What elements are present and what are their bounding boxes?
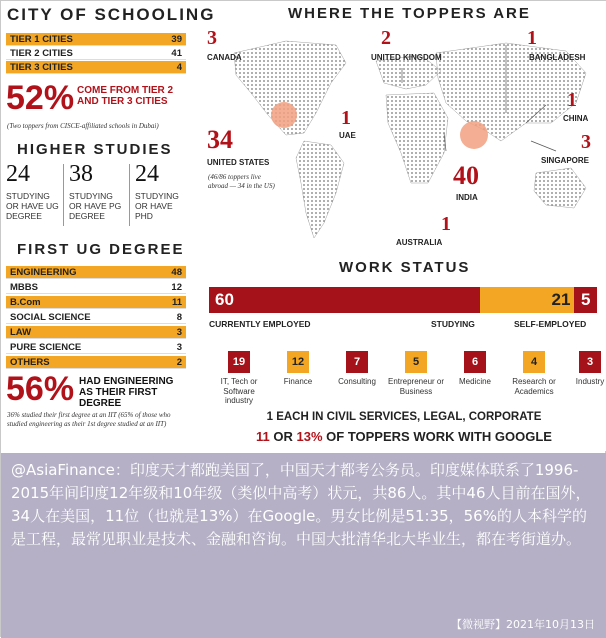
work-status-bar	[209, 287, 597, 313]
higher-studies-heading: HIGHER STUDIES	[17, 141, 173, 158]
self-employed-segment	[574, 287, 597, 313]
map-heading: WHERE THE TOPPERS ARE	[288, 5, 531, 22]
divider	[129, 164, 130, 226]
phd-count: 24	[135, 161, 159, 187]
studying-count: 21	[551, 290, 571, 309]
sector-label: Entrepreneur or Business	[387, 377, 445, 396]
uae-label: UAE	[339, 131, 356, 140]
phd-label: STUDYING OR HAVE PHD	[135, 191, 179, 221]
sector-label: Consulting	[338, 377, 376, 386]
credit-line: 【微视野】2021年10月13日	[1, 615, 606, 638]
self-employed-label: SELF-EMPLOYED	[514, 319, 587, 329]
degree-row	[6, 341, 186, 354]
toppers-infographic	[1, 1, 606, 451]
schooling-row	[6, 33, 186, 46]
ug-pct: 56%	[6, 370, 75, 408]
china-count: 1	[567, 89, 577, 111]
caption-text: @AsiaFinance：印度天才都跑美国了，中国天才都考公务员。印度媒体联系了1996-2015年间印度12年级和10年级（类似中高考）状元，共86人。其中46人目前在国外，34人在美国，11位（也就是13%）在Google。男女比例是51:35，56%的人本科学的是工程，最常见职业是技术、金融和咨询。中国大批清华北大毕业生，都在考街道办。	[11, 461, 591, 548]
india-marker	[460, 121, 488, 149]
india-count: 40	[453, 161, 479, 190]
uk-count: 2	[381, 27, 391, 49]
ug-note: 36% studied their first degree at an IIT (65% of those who studied engineering as their 1st degree studied at an IIT)	[7, 411, 171, 428]
employed-segment	[209, 287, 480, 313]
row-value: 3	[176, 341, 182, 353]
uk-label: UNITED KINGDOM	[371, 53, 442, 62]
studying-label: STUDYING	[431, 319, 475, 329]
self-employed-count: 5	[580, 290, 591, 309]
degree-row	[6, 281, 186, 294]
google-pct: 13%	[296, 429, 323, 444]
row-label: LAW	[10, 326, 32, 338]
us-note: (46/86 toppers live abroad — 34 in the US)	[208, 173, 275, 190]
degree-row	[6, 311, 186, 324]
sector-count: 5	[405, 351, 427, 373]
sector-label: Medicine	[458, 377, 491, 386]
sector-count: 7	[346, 351, 368, 373]
australia-label: AUSTRALIA	[396, 238, 443, 247]
row-label: TIER 2 CITIES	[10, 47, 73, 59]
row-value: 2	[176, 356, 182, 368]
google-or: OR	[273, 429, 293, 444]
row-label: SOCIAL SCIENCE	[10, 311, 91, 323]
ug-pct-text: HAD ENGINEERING AS THEIR FIRST DEGREE	[79, 376, 174, 409]
schooling-row	[6, 47, 186, 60]
pg-count: 38	[69, 161, 93, 187]
row-value: 11	[171, 296, 182, 308]
sector-label: Finance	[283, 377, 313, 386]
row-value: 3	[176, 326, 182, 338]
ug-degree-heading: FIRST UG DEGREE	[17, 241, 185, 258]
sector-label: IT, Tech or Software industry	[220, 377, 258, 405]
us-marker	[271, 102, 297, 128]
schooling-row	[6, 61, 186, 74]
degree-row	[6, 296, 186, 309]
schooling-pct-text: COME FROM TIER 2 AND TIER 3 CITIES	[77, 85, 174, 107]
studying-segment	[480, 287, 575, 313]
employed-label: CURRENTLY EMPLOYED	[209, 319, 311, 329]
row-label: B.Com	[10, 296, 41, 308]
sector-count: 19	[228, 351, 250, 373]
india-label: INDIA	[456, 193, 478, 202]
singapore-label: SINGAPORE	[541, 156, 590, 165]
china-label: CHINA	[563, 114, 589, 123]
sector-count: 12	[287, 351, 309, 373]
schooling-pct: 52%	[6, 79, 75, 117]
schooling-heading: CITY OF SCHOOLING	[7, 5, 216, 24]
sector-count: 3	[579, 351, 601, 373]
ug-label: STUDYING OR HAVE UG DEGREE	[6, 191, 59, 221]
bangladesh-count: 1	[527, 27, 537, 49]
row-value: 41	[171, 47, 182, 59]
caption-panel	[1, 453, 606, 615]
row-value: 39	[171, 33, 182, 45]
work-heading: WORK STATUS	[339, 259, 471, 276]
pg-label: STUDYING OR HAVE PG DEGREE	[69, 191, 122, 221]
sector-label: Research or Academics	[512, 377, 556, 396]
google-text: OF TOPPERS WORK WITH GOOGLE	[326, 429, 552, 444]
uae-count: 1	[341, 107, 351, 129]
degree-row	[6, 266, 186, 279]
row-value: 48	[171, 266, 182, 278]
degree-row	[6, 356, 186, 369]
civil-services-line: 1 EACH IN CIVIL SERVICES, LEGAL, CORPORATE	[266, 411, 542, 423]
ug-count: 24	[6, 161, 30, 187]
sector-label: Industry	[575, 377, 605, 386]
row-value: 8	[176, 311, 182, 323]
row-label: MBBS	[10, 281, 38, 293]
sector-count: 4	[523, 351, 545, 373]
canada-count: 3	[207, 27, 217, 49]
us-label: UNITED STATES	[207, 158, 270, 167]
sector-count: 6	[464, 351, 486, 373]
canada-label: CANADA	[207, 53, 242, 62]
us-count: 34	[207, 125, 233, 154]
row-label: OTHERS	[10, 356, 50, 368]
schooling-note: (Two toppers from CISCE-affiliated schools in Dubai)	[7, 122, 159, 130]
singapore-count: 3	[581, 131, 591, 153]
australia-count: 1	[441, 213, 451, 235]
row-label: TIER 3 CITIES	[10, 61, 73, 73]
row-label: TIER 1 CITIES	[10, 33, 73, 45]
row-value: 4	[176, 61, 182, 73]
degree-row	[6, 326, 186, 339]
bangladesh-label: BANGLADESH	[529, 53, 586, 62]
row-label: ENGINEERING	[10, 266, 77, 278]
employed-count: 60	[215, 290, 234, 309]
row-value: 12	[171, 281, 182, 293]
row-label: PURE SCIENCE	[10, 341, 82, 353]
google-line	[209, 429, 599, 444]
divider	[63, 164, 64, 226]
google-count: 11	[256, 429, 270, 444]
